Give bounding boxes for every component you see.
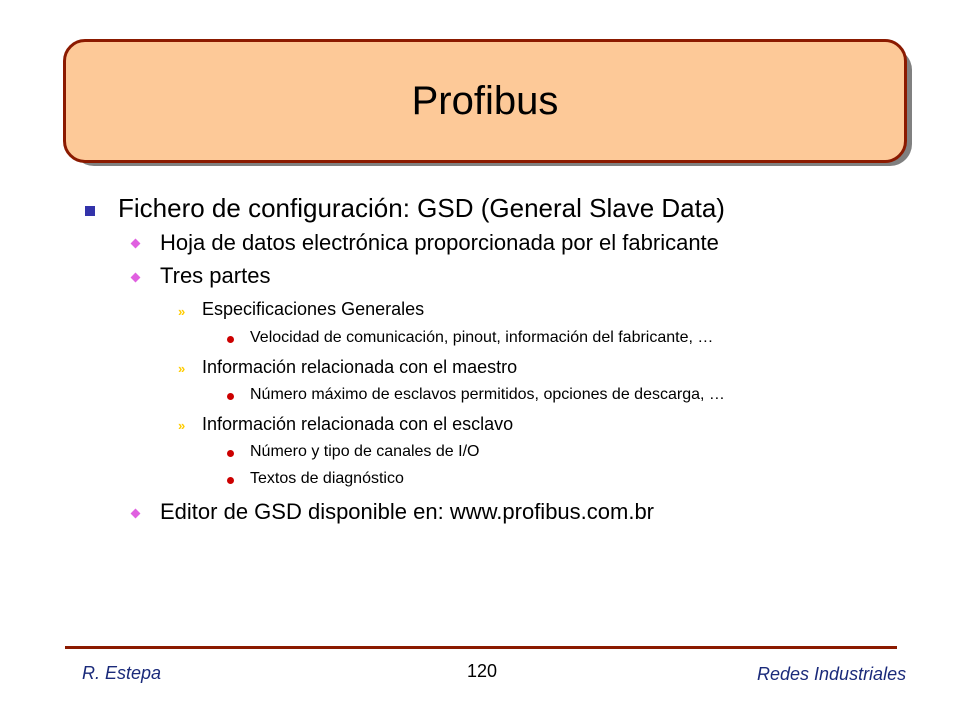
square-bullet-icon (85, 206, 95, 216)
title-box (63, 39, 907, 163)
bullet-part3-detail1: Número y tipo de canales de I/O (250, 443, 480, 460)
footer-author: R. Estepa (82, 663, 162, 683)
footer-divider (65, 646, 897, 649)
dot-bullet-icon (227, 477, 234, 484)
double-arrow-bullet-icon: » (178, 304, 186, 319)
double-arrow-bullet-icon: » (178, 361, 186, 376)
slide-title: Profibus (411, 78, 559, 123)
bullet-part3: Información relacionada con el esclavo (202, 414, 514, 434)
dot-bullet-icon (227, 393, 234, 400)
page-number: 120 (467, 661, 498, 681)
bullet-part2: Información relacionada con el maestro (202, 357, 518, 377)
bullet-sub2: Tres partes (160, 263, 271, 288)
diamond-bullet-icon (131, 509, 141, 519)
dot-bullet-icon (227, 336, 234, 343)
bullet-sub1: Hoja de datos electrónica proporcionada por el fabricante (160, 230, 719, 255)
bullet-part1: Especificaciones Generales (202, 299, 425, 319)
bullet-sub3: Editor de GSD disponible en: www.profibus.com.br (160, 499, 655, 524)
footer-course: Redes Industriales (757, 664, 907, 684)
diamond-bullet-icon (131, 239, 141, 249)
bullet-main: Fichero de configuración: GSD (General Slave Data) (118, 193, 725, 223)
diamond-bullet-icon (131, 273, 141, 283)
bullet-part2-detail: Número máximo de esclavos permitidos, opciones de descarga, … (250, 386, 725, 403)
bullet-part1-detail: Velocidad de comunicación, pinout, información del fabricante, … (250, 329, 714, 346)
bullet-part3-detail2: Textos de diagnóstico (250, 470, 404, 487)
dot-bullet-icon (227, 450, 234, 457)
double-arrow-bullet-icon: » (178, 418, 186, 433)
